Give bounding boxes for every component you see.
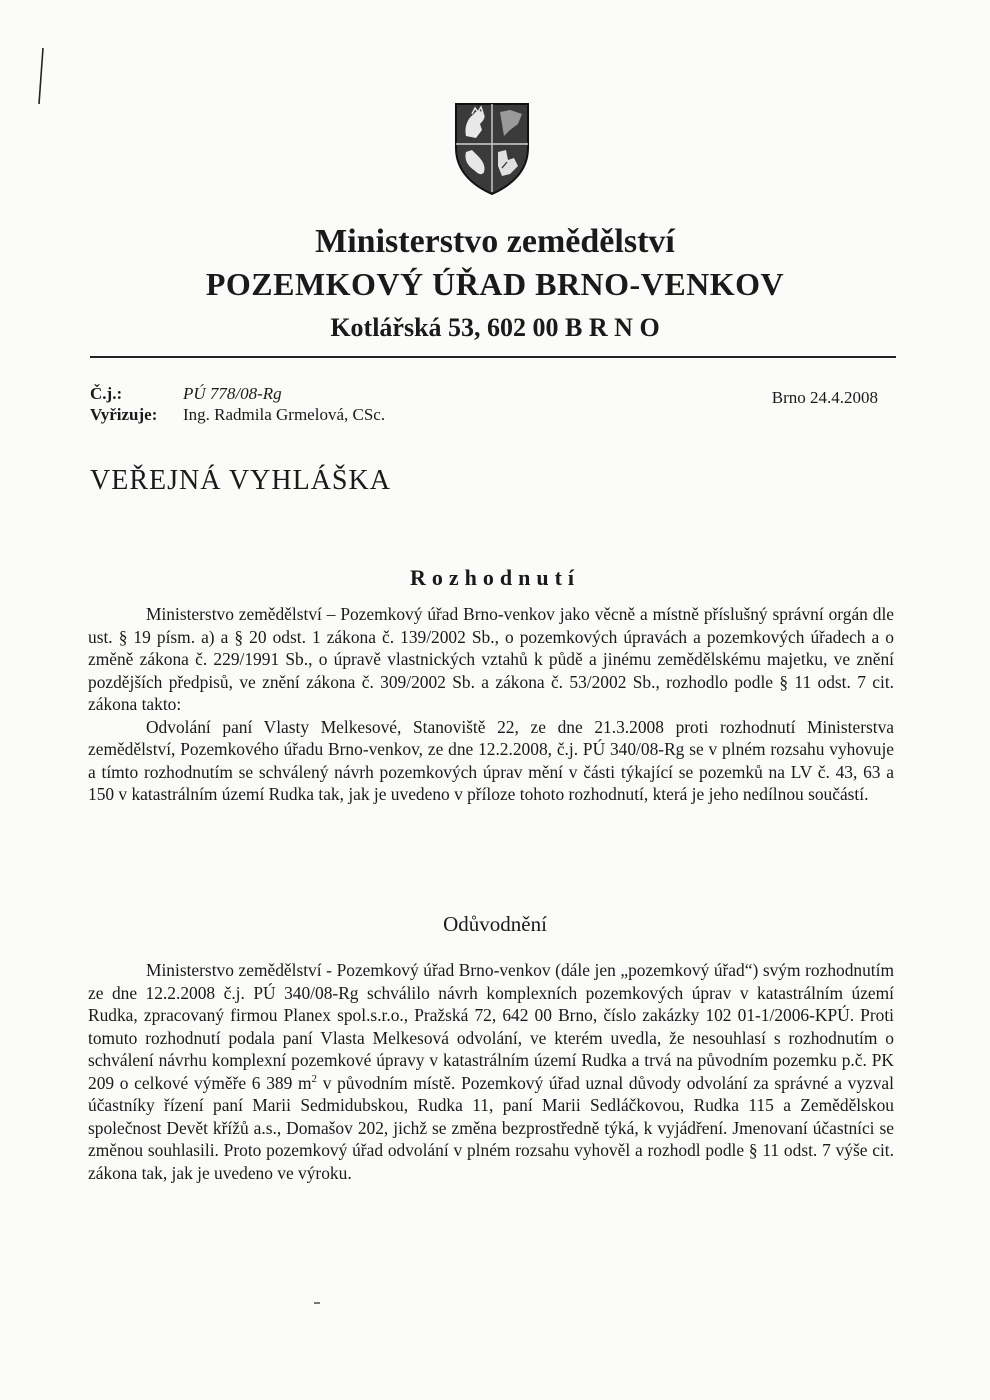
rozhodnuti-paragraph-2: Odvolání paní Vlasty Melkesové, Stanoviště 22, ze dne 21.3.2008 proti rozhodnutí Ministerstva zemědělství, Pozemkového úřadu Brno-venkov, ze dne 12.2.2008, č.j. PÚ 340/08-Rg se v plném rozsahu vyhovuje a tímto rozhodnutím se schválený návrh pozemkových úprav mění v části týkající se pozemků na LV č. 43, 63 a 150 v katastrálním území Rudka tak, jak je uvedeno v příloze tohoto rozhodnutí, která je jeho nedílnou součástí. — [88, 716, 894, 804]
rozhodnuti-body — [88, 603, 894, 806]
office-address: Kotlářská 53, 602 00 B R N O — [330, 313, 660, 342]
vyrizuje-label: Vyřizuje: — [90, 405, 158, 424]
office-name: POZEMKOVÝ ÚŘAD BRNO-VENKOV — [205, 266, 785, 302]
scan-speck — [314, 1302, 320, 1304]
vyrizuje-value: Ing. Radmila Grmelová, CSc. — [183, 405, 386, 424]
oduvodneni-text-1: Ministerstvo zemědělství - Pozemkový úřad Brno-venkov (dále jen „pozemkový úřad“) svým rozhodnutím ze dne 12.2.2008 č.j. PÚ 340/08-Rg schválilo návrh komplexních pozemkových úprav v katastrálním území Rudka, zpracovaný firmou Planex spol.s.r.o., Pražská 72, 642 00 Brno, číslo zakázky 102 01-1/2006-KPÚ. Proti tomuto rozhodnutí podala paní Vlasta Melkesová odvolání, ve kterém uvedla, že nesouhlasí s rozhodnutím o schválení návrhu komplexní pozemkové úpravy v katastrálním území Rudka a trvá na původním pozemku p.č. PK 209 o celkové výměře 6 389 m — [88, 960, 894, 1093]
cj-label: Č.j.: — [90, 384, 123, 403]
area-unit-exponent: 2 — [311, 1072, 318, 1085]
oduvodneni-heading: Odůvodnění — [443, 912, 547, 936]
reference-block — [90, 383, 385, 425]
header-divider — [90, 356, 896, 358]
ministry-name: Ministerstvo zemědělství — [315, 223, 675, 260]
document-date: Brno 24.4.2008 — [771, 388, 878, 407]
oduvodneni-body — [88, 959, 894, 1184]
oduvodneni-text-2: v původním místě. Pozemkový úřad uznal důvody odvolání za správné a vyzval účastníky řízení paní Marii Sedmidubskou, Rudka 11, paní Marii Sedláčkovou, Rudka 115 a Zemědělskou společnost Devět křížů a.s., Domašov 202, jichž se změna bezprostředně týká, k vyjádření. Jmenovaní účastníci se změnou souhlasili. Proto pozemkový úřad odvolání v plném rozsahu vyhověl a rozhodl podle § 11 odst. 7 výše cit. zákona tak, jak je uvedeno ve výroku. — [88, 1072, 894, 1183]
document-title: VEŘEJNÁ VYHLÁŠKA — [90, 465, 391, 496]
pen-mark — [36, 46, 46, 106]
rozhodnuti-heading: Rozhodnutí — [409, 565, 581, 590]
cj-value: PÚ 778/08-Rg — [183, 384, 282, 403]
oduvodneni-paragraph — [88, 959, 894, 1184]
coat-of-arms-icon — [452, 100, 532, 196]
letterhead — [0, 222, 990, 348]
rozhodnuti-paragraph-1: Ministerstvo zemědělství – Pozemkový úřad Brno-venkov jako věcně a místně příslušný správní orgán dle ust. § 19 písm. a) a § 20 odst. 1 zákona č. 139/2002 Sb., o pozemkových úpravách a pozemkových úřadech a o změně zákona č. 229/1991 Sb., o úpravě vlastnických vztahů k půdě a jinému zemědělskému majetku, ve znění pozdějších předpisů, ve znění zákona č. 309/2002 Sb. a zákona č. 53/2002 Sb., rozhodlo podle § 11 odst. 7 cit. zákona takto: — [88, 604, 894, 714]
